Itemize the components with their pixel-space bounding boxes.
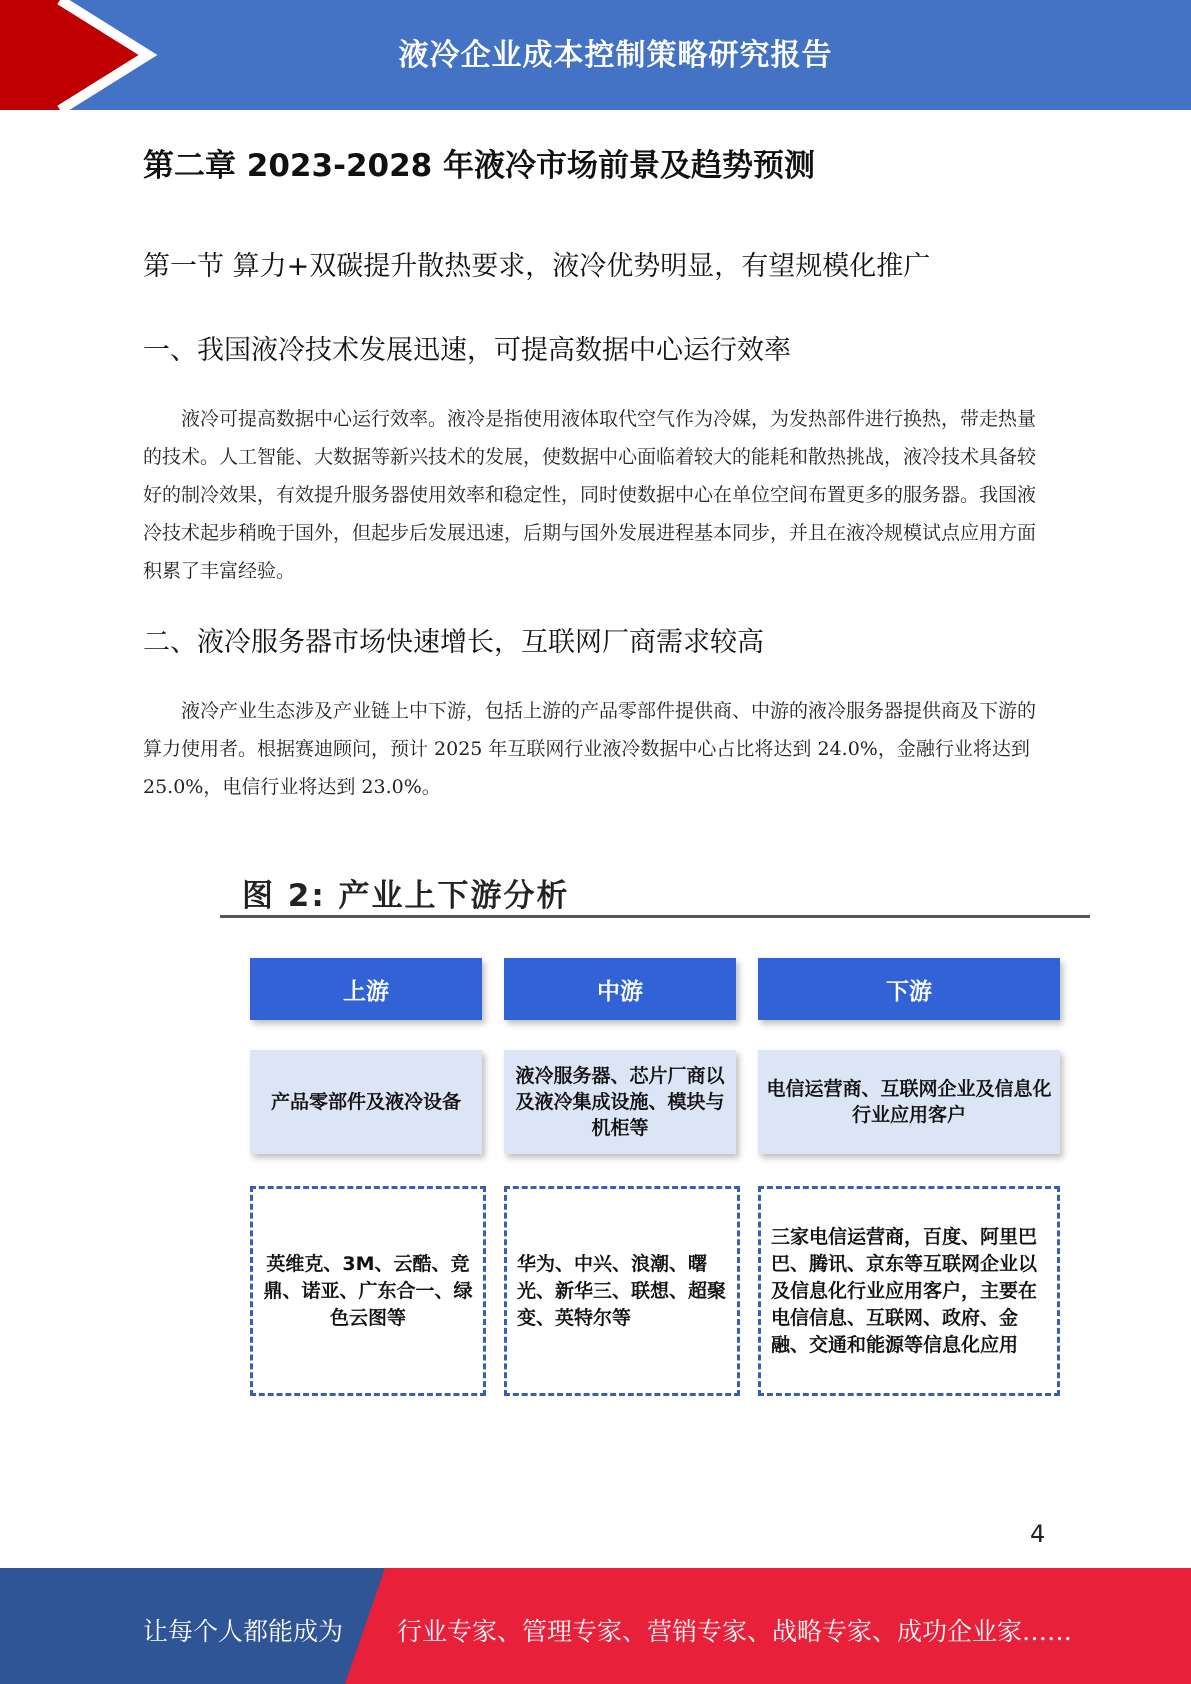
players-midstream: 华为、中兴、浪潮、曙光、新华三、联想、超聚变、英特尔等 (504, 1186, 740, 1396)
subsection-title-1: 一、我国液冷技术发展迅速，可提高数据中心运行效率 (143, 335, 791, 366)
players-upstream: 英维克、3M、云酷、竞鼎、诺亚、广东合一、绿色云图等 (250, 1186, 486, 1396)
report-title: 液冷企业成本控制策略研究报告 (398, 38, 833, 73)
page-number: 4 (1030, 1520, 1046, 1548)
footer-slogan-right: 行业专家、管理专家、营销专家、战略专家、成功企业家…… (397, 1617, 1073, 1646)
description-downstream: 电信运营商、互联网企业及信息化行业应用客户 (758, 1050, 1060, 1154)
industry-chain-figure (220, 860, 1090, 1400)
paragraph-2: 液冷产业生态涉及产业链上中下游，包括上游的产品零部件提供商、中游的液冷服务器提供商及下游的算力使用者。根据赛迪顾问，预计 2025 年互联网行业液冷数据中心占比将达到 24.0%，金融行业将达到 25.0%，电信行业将达到 23.0%。 (143, 700, 1037, 798)
figure-title: 图 2: 产业上下游分析 (242, 878, 570, 914)
figure-title-rule (220, 915, 1090, 918)
chapter-title: 第二章 2023-2028 年液冷市场前景及趋势预测 (143, 148, 816, 184)
paragraph-1: 液冷可提高数据中心运行效率。液冷是指使用液体取代空气作为冷媒，为发热部件进行换热，带走热量的技术。人工智能、大数据等新兴技术的发展，使数据中心面临着较大的能耗和散热挑战，液冷技术具备较好的制冷效果，有效提升服务器使用效率和稳定性，同时使数据中心在单位空间布置更多的服务器。我国液冷技术起步稍晚于国外，但起步后发展迅速，后期与国外发展进程基本同步，并且在液冷规模试点应用方面积累了丰富经验。 (143, 408, 1037, 582)
stage-upstream: 上游 (250, 958, 482, 1020)
stage-downstream: 下游 (758, 958, 1060, 1020)
description-upstream: 产品零部件及液冷设备 (250, 1050, 482, 1154)
description-midstream: 液冷服务器、芯片厂商以及液冷集成设施、模块与机柜等 (504, 1050, 736, 1154)
footer-slogan-left: 让每个人都能成为 (143, 1617, 344, 1646)
subsection-title-2: 二、液冷服务器市场快速增长，互联网厂商需求较高 (143, 627, 764, 658)
page-footer (0, 1568, 1191, 1684)
section-title: 第一节 算力+双碳提升散热要求，液冷优势明显，有望规模化推广 (143, 251, 931, 282)
stage-midstream: 中游 (504, 958, 736, 1020)
page-header (0, 0, 1191, 110)
players-downstream: 三家电信运营商，百度、阿里巴巴、腾讯、京东等互联网企业以及信息化行业应用客户，主要在电信信息、互联网、政府、金融、交通和能源等信息化应用 (758, 1186, 1060, 1396)
